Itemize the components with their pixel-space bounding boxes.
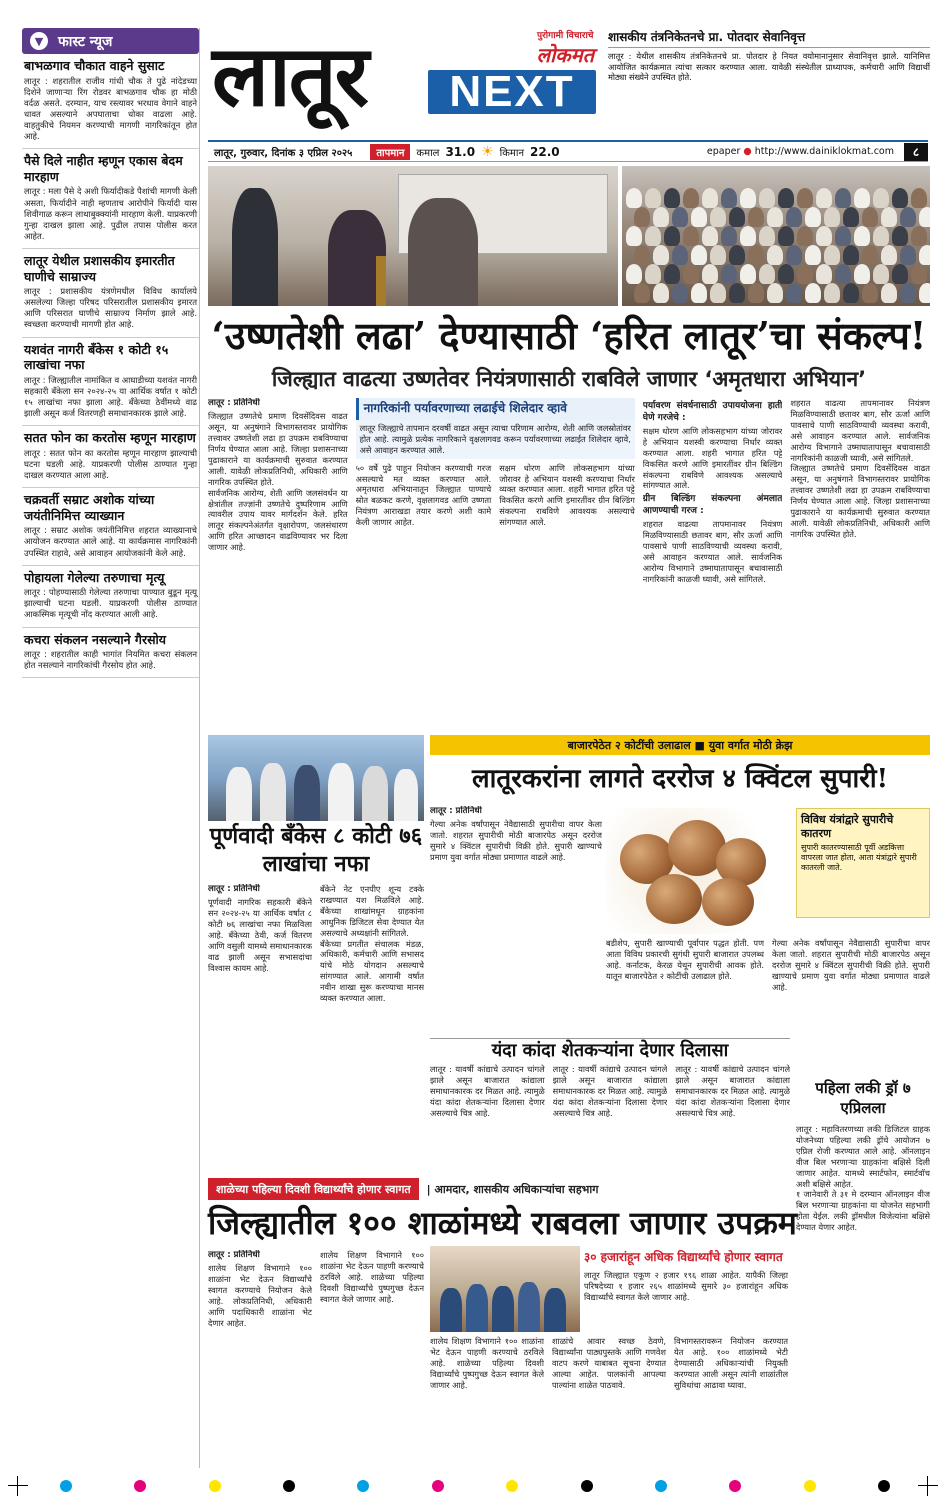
audience-figure bbox=[634, 245, 650, 265]
fast-news-body: लातूर : सतत फोन का करतोस म्हणून मारहाण झाल्याची घटना घडली आहे. याप्रकरणी पोलीस ठाण्यात गुन्हा दाखल करण्यात आला आहे. bbox=[24, 447, 197, 480]
lucky-draw-text: लातूर : महावितरणच्या लकी डिजिटल ग्राहक योजनेच्या पहिल्या लकी ड्रॉचे आयोजन ७ एप्रिल रोजी करण्यात आले आहे. ऑनलाइन वीज बिल भरणाऱ्या ग्राहकांना बक्षिसे दिली जाणार आहेत. यामध्ये स्मार्टफोन, स्मार्टवॉच अशी बक्षिसे आहेत. bbox=[796, 1124, 930, 1189]
audience-figure bbox=[900, 245, 916, 265]
audience-figure bbox=[721, 226, 737, 246]
areca-body-left bbox=[430, 806, 602, 1034]
registration-dot bbox=[729, 1480, 741, 1492]
registration-dot bbox=[581, 1480, 593, 1492]
audience-figure bbox=[691, 283, 707, 303]
audience-figure bbox=[778, 226, 794, 246]
audience-figure bbox=[653, 283, 669, 303]
audience-figure bbox=[710, 245, 726, 265]
person-figure bbox=[518, 1282, 540, 1332]
audience-figure bbox=[664, 188, 680, 208]
audience-figure bbox=[862, 207, 878, 227]
school-strip-highlight: शाळेच्या पहिल्या दिवशी विद्यार्थ्यांचे होणार स्वागत bbox=[208, 1178, 419, 1200]
audience-figure bbox=[710, 207, 726, 227]
lead-column bbox=[356, 398, 635, 728]
lucky-draw-body bbox=[796, 1124, 930, 1464]
audience-figure bbox=[805, 207, 821, 227]
audience-figure bbox=[759, 264, 775, 284]
fast-news-header bbox=[22, 28, 199, 54]
audience-figure bbox=[854, 264, 870, 284]
registration-dot bbox=[804, 1480, 816, 1492]
epaper-link[interactable] bbox=[707, 146, 894, 157]
audience-figure bbox=[778, 264, 794, 284]
globe-icon: ● bbox=[743, 146, 752, 157]
fast-news-item bbox=[22, 54, 199, 149]
registration-dot bbox=[432, 1480, 444, 1492]
fast-news-title: लातूर येथील प्रशासकीय इमारतीत घाणीचे साम्राज्य bbox=[24, 252, 175, 284]
audience-figure bbox=[873, 264, 889, 284]
audience-figure bbox=[816, 264, 832, 284]
onion-column-text: लातूर : यावर्षी कांद्याचे उत्पादन चांगले झाले असून बाजारात कांद्याला समाधानकारक दर मिळत आहे. त्यामुळे यंदा कांदा शेतकऱ्यांना दिलासा देणार असल्याचे चित्र आहे. bbox=[430, 1064, 545, 1118]
audience-figure bbox=[672, 207, 688, 227]
chevron-down-icon: ▼ bbox=[30, 32, 48, 50]
retirement-story-body: लातूर : येथील शासकीय तंत्रनिकेतनचे प्रा. पोतदार हे नियत वयोमानानुसार सेवानिवृत्त झाले. यानिमित्त आयोजित कार्यक्रमात त्यांचा सत्कार करण्यात आला. यावेळी संस्थेतील प्राध्यापक, कर्मचारी आणि विद्यार्थी मोठ्या संख्येने उपस्थित होते. bbox=[608, 51, 930, 83]
fast-news-title: सतत फोन का करतोस म्हणून मारहाण bbox=[24, 430, 196, 446]
audience-figure bbox=[664, 226, 680, 246]
registration-dots bbox=[60, 1478, 890, 1494]
temperature-label: तापमान bbox=[370, 144, 410, 160]
brand-tagline: पुरोगामी विचाराचे bbox=[537, 31, 594, 41]
audience-figure bbox=[892, 264, 908, 284]
audience-figure bbox=[919, 283, 930, 303]
areca-sidebox bbox=[796, 808, 930, 918]
audience-figure bbox=[626, 264, 642, 284]
lead-subtitle: ग्रीन बिल्डिंग संकल्पना अंमलात आणण्याची गरज : bbox=[642, 494, 783, 517]
school-byline: लातूर : प्रतिनिधी bbox=[208, 1250, 260, 1260]
fast-news-title: कचरा संकलन नसल्याने गैरसोय bbox=[24, 631, 167, 647]
person-figure bbox=[394, 769, 418, 821]
person-figure bbox=[408, 198, 478, 306]
issue-date: लातूर, गुरुवार, दिनांक ३ एप्रिल २०२५ bbox=[214, 147, 353, 159]
students-photo bbox=[430, 1246, 580, 1332]
registration-dot bbox=[209, 1480, 221, 1492]
audience-figure bbox=[805, 245, 821, 265]
audience-figure bbox=[702, 188, 718, 208]
fast-news-item bbox=[22, 488, 199, 566]
audience-figure bbox=[653, 245, 669, 265]
lead-box-title: नागरिकांनी पर्यावरणाच्या लढाईचे शिलेदार व्हावे bbox=[356, 398, 635, 420]
lead-subheadline: जिल्ह्यात वाढत्या उष्णतेवर नियंत्रणासाठी राबविले जाणार ‘अमृतधारा अभियान’ bbox=[271, 367, 867, 391]
audience-figure bbox=[729, 207, 745, 227]
fast-news-item bbox=[22, 149, 199, 249]
areca-body-right bbox=[606, 938, 930, 1034]
bank-column-text: पूर्णवादी नागरिक सहकारी बँकेने सन २०२४-२५ या आर्थिक वर्षात ८ कोटी ७६ लाखांचा नफा मिळविला आहे. बँकेच्या ठेवी, कर्ज वितरण आणि वसुली यामध्ये समाधानकारक वाढ झाली असून सभासदांचा विश्वास कायम आहे. bbox=[208, 897, 312, 973]
lead-photo-audience bbox=[622, 166, 930, 306]
audience-figure bbox=[786, 245, 802, 265]
audience-figure bbox=[797, 188, 813, 208]
areca-headline: लातूरकरांना लागते दररोज ४ क्विंटल सुपारी! bbox=[472, 764, 888, 794]
fast-news-body: लातूर : शहरातील राजीव गांधी चौक ते पुढे नांदेडच्या दिशेने जाणाऱ्या रिंग रोडवर बाभळगाव चौक हा मोठी वर्दळ असते. दरम्यान, याच रस्त्यावर भरधाव वेगाने वाहने धावत असल्याने अपघाताचा धोका वाढला आहे. वाहतुकीचे नियमन करण्याची मागणी नागरिकांतून होत आहे. bbox=[24, 75, 197, 142]
onion-column-text: लातूर : यावर्षी कांद्याचे उत्पादन चांगले झाले असून बाजारात कांद्याला समाधानकारक दर मिळत आहे. त्यामुळे यंदा कांदा शेतकऱ्यांना दिलासा देणार असल्याचे चित्र आहे. bbox=[552, 1064, 668, 1118]
students-body-text: लातूर जिल्ह्यात एकूण २ हजार १९६ शाळा आहेत. यापैकी जिल्हा परिषदेच्या १ हजार २६५ शाळांमध्ये सुमारे ३० हजारांहून अधिक विद्यार्थ्यांचे स्वागत केले जाणार आहे. bbox=[584, 1270, 788, 1302]
bank-body bbox=[208, 884, 424, 1034]
registration-dot bbox=[283, 1480, 295, 1492]
bank-column bbox=[320, 884, 424, 1034]
fast-news-body: लातूर : शहरातील काही भागांत नियमित कचरा संकलन होत नसल्याने नागरिकांची गैरसोय होत आहे. bbox=[24, 649, 197, 671]
lead-photo-stage bbox=[208, 166, 618, 306]
fast-news-column bbox=[22, 28, 200, 1468]
fast-news-item bbox=[22, 566, 199, 628]
school-column-text: विभागस्तरावरून नियोजन करण्यात येत आहे. १०० शाळांमध्ये भेटी देण्यासाठी अधिकाऱ्यांची नियुक्ती करण्यात आली असून त्यांनी शाळांतील सुविधांचा आढावा घ्यावा. bbox=[674, 1336, 788, 1390]
audience-figure bbox=[881, 283, 897, 303]
lead-column-text: ५० वर्षे पुढे पाहून नियोजन करण्याची गरज असल्याचे मत व्यक्त करण्यात आले. अमृतधारा अभियानातून जिल्ह्यात पाण्याचे स्रोत बळकट करणे, वृक्षलागवड आणि उष्णता नियंत्रण आराखडा तयार करणे अशी कामे केली जाणार आहेत. bbox=[355, 462, 492, 528]
bank-column-text: बँकेच्या प्रगतीत संचालक मंडळ, अधिकारी, कर्मचारी आणि सभासद यांचे मोठे योगदान असल्याचे सांगण्यात आले. आगामी वर्षात नवीन शाखा सुरू करण्याचा मानस व्यक्त करण्यात आला. bbox=[320, 938, 424, 1004]
audience-figure bbox=[786, 207, 802, 227]
school-headline: जिल्ह्यातील १०० शाळांमध्ये राबवला जाणार उपक्रम bbox=[208, 1204, 797, 1242]
audience-figure bbox=[672, 245, 688, 265]
fast-news-item bbox=[22, 628, 199, 679]
audience-figure bbox=[843, 207, 859, 227]
audience-figure bbox=[767, 207, 783, 227]
lead-column bbox=[643, 398, 783, 728]
fast-news-title: यशवंत नागरी बँकेस १ कोटी १५ लाखांचा नफा bbox=[24, 341, 169, 373]
fast-news-body: लातूर : सम्राट अशोक जयंतीनिमित्त शहरात व्याख्यानाचे आयोजन करण्यात आले आहे. या कार्यक्रमास नागरिकांनी उपस्थित राहावे, असे आवाहन आयोजकांनी केले आहे. bbox=[24, 525, 197, 558]
audience-figure bbox=[767, 245, 783, 265]
fast-news-body: लातूर : जिल्ह्यातील नामांकित व आघाडीच्या यशवंत नागरी सहकारी बँकेला सन २०२४-२५ या आर्थिक वर्षात १ कोटी १५ लाखांचा नफा झाला आहे. बँकेच्या ठेवींमध्ये वाढ झाली असून कर्ज वितरणही समाधानकारक झाले आहे. bbox=[24, 374, 197, 419]
audience-figure bbox=[729, 283, 745, 303]
school-body-left bbox=[208, 1250, 424, 1464]
areca-sidebox-body: सुपारी कातरण्यासाठी पूर्वी अडकित्ता वापरला जात होता, आता यंत्रांद्वारे सुपारी कातरली जाते. bbox=[801, 842, 917, 873]
audience-figure bbox=[805, 283, 821, 303]
audience-figure bbox=[702, 226, 718, 246]
fast-news-label: फास्ट न्यूज bbox=[58, 33, 113, 50]
audience-figure bbox=[862, 245, 878, 265]
audience-figure bbox=[740, 264, 756, 284]
person-figure bbox=[492, 1286, 514, 1332]
audience-figure bbox=[835, 188, 851, 208]
audience-figure bbox=[653, 207, 669, 227]
person-figure bbox=[466, 1284, 488, 1332]
audience-figure bbox=[873, 226, 889, 246]
min-temp-value: 22.0 bbox=[530, 144, 560, 159]
brand-name: लोकमत bbox=[536, 43, 594, 67]
bank-column bbox=[208, 884, 312, 1034]
school-strip bbox=[208, 1178, 788, 1200]
audience-figure bbox=[900, 283, 916, 303]
bank-column-text: बँकेने नेट एनपीए शून्य टक्के राखण्यात यश मिळविले आहे. बँकेच्या शाखांमधून ग्राहकांना आधुनिक डिजिटल सेवा देण्यात येत असल्याचे अध्यक्षांनी सांगितले. bbox=[320, 884, 424, 938]
audience-figure bbox=[824, 245, 840, 265]
audience-figure bbox=[759, 226, 775, 246]
audience-figure bbox=[835, 226, 851, 246]
audience-figure bbox=[740, 226, 756, 246]
person-figure bbox=[328, 763, 354, 821]
registration-dot bbox=[357, 1480, 369, 1492]
fast-news-title: बाभळगाव चौकात वाहने सुसाट bbox=[24, 58, 165, 73]
audience-figure bbox=[843, 245, 859, 265]
audience-figure bbox=[816, 226, 832, 246]
lead-column-text: शहरात वाढत्या तापमानावर नियंत्रण मिळविण्यासाठी छतावर बाग, सौर ऊर्जा आणि पावसाचे पाणी साठविण्याची व्यवस्था करावी, असे आवाहन करण्यात आले. सार्वजनिक आरोग्य विभागाने उष्माघातापासून बचावासाठी नागरिकांनी काळजी घ्यावी, असे सांगितले. bbox=[790, 398, 930, 463]
lead-column-text: सार्वजनिक आरोग्य, शेती आणि जलसंवर्धन या क्षेत्रांतील तज्ज्ञांनी उष्णतेचे दुष्परिणाम आणि त्यावरील उपाय यावर मार्गदर्शन केले. हरित लातूर संकल्पनेअंतर्गत वृक्षारोपण, जलसंधारण आणि हरित आच्छादन वाढविण्यावर भर दिला जाणार आहे. bbox=[208, 487, 348, 553]
audience-figure bbox=[767, 283, 783, 303]
sun-icon: ☀ bbox=[481, 143, 494, 160]
bank-byline: लातूर : प्रतिनिधी bbox=[208, 884, 260, 894]
lucky-draw-column bbox=[796, 1124, 930, 1464]
areca-sidebox-title: विविध यंत्रांद्वारे सुपारीचे कातरण bbox=[801, 813, 894, 840]
audience-figure bbox=[740, 188, 756, 208]
audience-figure bbox=[835, 264, 851, 284]
person-figure bbox=[294, 765, 320, 821]
audience-figure bbox=[759, 188, 775, 208]
person-figure bbox=[362, 766, 388, 821]
fast-news-item bbox=[22, 426, 199, 488]
audience-figure bbox=[862, 283, 878, 303]
lead-column-text: सक्षम धोरण आणि लोकसहभाग यांच्या जोरावर हे अभियान यशस्वी करण्याचा निर्धार व्यक्त करण्यात आला. शहरी भागात हरित पट्टे विकसित करणे आणि इमारतींवर ग्रीन बिल्डिंग संकल्पना राबविणे आवश्यक असल्याचे सांगण्यात आले. bbox=[642, 425, 783, 491]
person-figure bbox=[440, 1288, 462, 1332]
areca-column-text: बडीशेप, सुपारी खाण्याची पूर्वापार पद्धत होती. पण आता विविध प्रकारची सुगंधी सुपारी बाजारात उपलब्ध आहे. कर्नाटक, केरळ येथून सुपारीची आवक होते. यातून बाजारपेठेत २ कोटींची उलाढाल होते. bbox=[606, 938, 764, 981]
fast-news-title: चक्रवर्ती सम्राट अशोक यांच्या जयंतीनिमित्त व्याख्यान bbox=[24, 492, 155, 523]
bank-headline: पूर्णवादी बँकेस ८ कोटी ७६ लाखांचा नफा bbox=[209, 823, 423, 877]
lead-column-text: जिल्ह्यात उष्णतेचे प्रमाण दिवसेंदिवस वाढत असून, या अनुषंगाने विभागस्तरावर प्रायोगिक तत्त्वावर उष्णतेशी लढा हा उपक्रम राबविण्याचा निर्णय घेण्यात आला आहे. जिल्हा प्रशासनाच्या पुढाकाराने या कार्यक्रमाची सुरुवात करण्यात आली. यावेळी लोकप्रतिनिधी, अधिकारी आणि नागरिक उपस्थित होते. bbox=[790, 463, 930, 539]
audience-figure bbox=[634, 283, 650, 303]
page-number: ८ bbox=[904, 143, 928, 161]
max-temp-value: 31.0 bbox=[445, 144, 476, 159]
fast-news-title: पैसे दिले नाहीत म्हणून एकास बेदम मारहाण bbox=[24, 153, 183, 184]
audience-figure bbox=[721, 188, 737, 208]
students-subheadline: ३० हजारांहून अधिक विद्यार्थ्यांचे होणार स्वागत bbox=[584, 1250, 783, 1264]
lead-column bbox=[790, 398, 930, 728]
person-figure bbox=[260, 763, 286, 821]
person-figure bbox=[232, 188, 278, 306]
audience-figure bbox=[748, 283, 764, 303]
dateline-bar bbox=[208, 140, 928, 162]
audience-figure bbox=[683, 226, 699, 246]
website-url: http://www.dainiklokmat.com bbox=[754, 146, 894, 157]
audience-figure bbox=[797, 264, 813, 284]
school-strip-rest: | आमदार, शासकीय अधिकाऱ्यांचा सहभाग bbox=[426, 1182, 599, 1196]
audience-figure bbox=[911, 226, 927, 246]
audience-figure bbox=[748, 207, 764, 227]
students-body bbox=[584, 1270, 788, 1310]
brand-logo bbox=[537, 28, 594, 68]
areca-nut bbox=[702, 878, 754, 926]
lead-body bbox=[208, 398, 930, 728]
audience-figure bbox=[892, 226, 908, 246]
audience-figure bbox=[900, 207, 916, 227]
school-column-text: शालेय शिक्षण विभागाने १०० शाळांना भेट देऊन पाहणी करण्याचे ठरविले आहे. शाळेच्या पहिल्या दिवशी विद्यार्थ्यांचे पुष्पगुच्छ देऊन स्वागत केले जाणार आहे. bbox=[320, 1250, 424, 1304]
audience-figure bbox=[824, 283, 840, 303]
audience-figure bbox=[683, 264, 699, 284]
fast-news-body: लातूर : मला पैसे दे अशी फिर्यादीकडे पैशांची मागणी केली असता, फिर्यादीने नाही म्हणताच आरोपीने फिर्यादी यास शिवीगाळ करून लाथाबुक्क्यांनी मारहाण केली. याप्रकरणी गुन्हा दाखल झाला आहे. पुढील तपास पोलीस करत आहेत. bbox=[24, 186, 197, 241]
audience-figure bbox=[854, 226, 870, 246]
audience-figure bbox=[626, 188, 642, 208]
audience-figure bbox=[729, 245, 745, 265]
audience-figure bbox=[691, 207, 707, 227]
audience-figure bbox=[691, 245, 707, 265]
audience-figure bbox=[626, 226, 642, 246]
school-column-text: शालेय शिक्षण विभागाने १०० शाळांना भेट देऊन पाहणी करण्याचे ठरविले आहे. शाळेच्या पहिल्या दिवशी विद्यार्थ्यांचे पुष्पगुच्छ देऊन स्वागत केले जाणार आहे. bbox=[430, 1336, 544, 1390]
lead-column-text: सक्षम धोरण आणि लोकसहभाग यांच्या जोरावर हे अभियान यशस्वी करण्याचा निर्धार व्यक्त करण्यात आला. शहरी भागात हरित पट्टे विकसित करणे आणि इमारतींवर ग्रीन बिल्डिंग संकल्पना राबविणे आवश्यक असल्याचे सांगण्यात आले. bbox=[499, 462, 635, 528]
areca-strip: बाजारपेठेत २ कोटींची उलाढाल ■ युवा वर्गात मोठी क्रेझ bbox=[430, 735, 930, 755]
areca-nut bbox=[646, 874, 702, 924]
bank-event-photo bbox=[208, 735, 424, 821]
audience-figure bbox=[748, 245, 764, 265]
lead-column-text: जिल्ह्यात उष्णतेचे प्रमाण दिवसेंदिवस वाढत असून, या अनुषंगाने विभागस्तरावर प्रायोगिक तत्त्वावर उष्णतेशी लढा हा उपक्रम राबविण्याचा निर्णय घेण्यात आला आहे. जिल्हा प्रशासनाच्या पुढाकाराने या कार्यक्रमाची सुरुवात करण्यात आली. यावेळी लोकप्रतिनिधी, अधिकारी आणि नागरिक उपस्थित होते. bbox=[208, 411, 348, 487]
registration-dot bbox=[878, 1480, 890, 1492]
areca-nut-photo bbox=[606, 808, 790, 934]
audience-figure bbox=[634, 207, 650, 227]
audience-figure bbox=[919, 207, 930, 227]
audience-figure bbox=[645, 226, 661, 246]
masthead bbox=[208, 28, 600, 138]
onion-column-text: लातूर : यावर्षी कांद्याचे उत्पादन चांगले झाले असून बाजारात कांद्याला समाधानकारक दर मिळत आहे. त्यामुळे यंदा कांदा शेतकऱ्यांना दिलासा देणार असल्याचे चित्र आहे. bbox=[675, 1064, 791, 1118]
temperature-box bbox=[370, 144, 559, 160]
person-figure bbox=[226, 767, 252, 821]
onion-body bbox=[430, 1064, 790, 1174]
school-column-text: शाळांचे आवार स्वच्छ ठेवणे, विद्यार्थ्यांना पाठ्यपुस्तके आणि गणवेश वाटप करणे याबाबत सूचना देण्यात आल्या आहेत. पालकांनी आपल्या पाल्यांना शाळेत पाठवावे. bbox=[552, 1336, 666, 1390]
min-temp-label: किमान bbox=[499, 147, 525, 159]
audience-figure bbox=[824, 207, 840, 227]
registration-cross bbox=[918, 1476, 938, 1496]
audience-figure bbox=[881, 245, 897, 265]
audience-figure bbox=[911, 264, 927, 284]
areca-column-text: गेल्या अनेक वर्षांपासून नेवैद्यासाठी सुपारीचा वापर केला जातो. शहरात सुपारीची मोठी बाजारपेठ असून दररोज सुमारे ४ क्विंटल सुपारीची विक्री होते. सुपारी खाण्याचे प्रमाण युवा वर्गात मोठ्या प्रमाणात वाढले आहे. bbox=[430, 819, 602, 863]
audience-figure bbox=[702, 264, 718, 284]
audience-figure bbox=[881, 207, 897, 227]
audience-figure bbox=[786, 283, 802, 303]
lead-byline: लातूर : प्रतिनिधी bbox=[208, 398, 260, 408]
registration-cross bbox=[8, 1476, 28, 1496]
fast-news-body: लातूर : पोहण्यासाठी गेलेल्या तरुणाचा पाण्यात बुडून मृत्यू झाल्याची घटना घडली. याप्रकरणी पोलीस ठाण्यात आकस्मिक मृत्यूची नोंद करण्यात आली आहे. bbox=[24, 587, 197, 620]
fast-news-title: पोहायला गेलेल्या तरुणाचा मृत्यू bbox=[24, 569, 165, 585]
lucky-draw-text: १ जानेवारी ते ३१ मे दरम्यान ऑनलाइन वीज बिल भरणाऱ्या ग्राहकांना या योजनेत सहभागी होता येईल. लकी ड्रॉमधील विजेत्यांना बक्षिसे देण्यात येणार आहेत. bbox=[796, 1189, 930, 1233]
registration-dot bbox=[60, 1480, 72, 1492]
lead-column bbox=[208, 398, 348, 728]
school-body-right bbox=[430, 1336, 788, 1464]
masthead-title: लातूर bbox=[212, 26, 367, 125]
audience-figure bbox=[797, 226, 813, 246]
registration-dot bbox=[134, 1480, 146, 1492]
max-temp-label: कमाल bbox=[416, 147, 440, 159]
fast-news-list bbox=[22, 54, 199, 678]
audience-figure bbox=[683, 188, 699, 208]
school-column-text: शालेय शिक्षण विभागाने १०० शाळांना भेट देऊन विद्यार्थ्यांचे स्वागत करण्याचे नियोजन केले आहे. लोकप्रतिनिधी, अधिकारी आणि पदाधिकारी शाळांना भेट देणार आहेत. bbox=[208, 1263, 312, 1328]
lamp-stand bbox=[376, 256, 386, 306]
lead-box-body: लातूर जिल्ह्याचे तापमान दरवर्षी वाढत असून त्याचा परिणाम आरोग्य, शेती आणि जलस्रोतांवर होत आहे. त्यामुळे प्रत्येक नागरिकाने वृक्षलागवड करून पर्यावरणाच्या लढाईत शिलेदार व्हावे, असे आवाहन करण्यात आले. bbox=[356, 420, 635, 459]
retirement-story bbox=[608, 28, 930, 140]
lead-subtitle: पर्यावरण संवर्धनासाठी उपाययोजना हाती घेणे गरजेचे : bbox=[642, 401, 783, 423]
audience-figure bbox=[778, 188, 794, 208]
audience-figure bbox=[710, 283, 726, 303]
audience-figure bbox=[892, 188, 908, 208]
retirement-story-title: शासकीय तंत्रनिकेतनचे प्रा. पोतदार सेवानिवृत्त bbox=[608, 28, 930, 48]
lucky-draw-headline: पहिला लकी ड्रॉ ७ एप्रिलला bbox=[815, 1079, 911, 1117]
audience-figure bbox=[911, 188, 927, 208]
registration-dot bbox=[655, 1480, 667, 1492]
areca-column bbox=[430, 806, 602, 1034]
audience-figure bbox=[843, 283, 859, 303]
lead-headline: ‘उष्णतेशी लढा’ देण्यासाठी ‘हरित लातूर’चा संकल्प! bbox=[211, 313, 927, 358]
audience-figure bbox=[645, 188, 661, 208]
fast-news-item bbox=[22, 249, 199, 338]
epaper-label: epaper bbox=[706, 146, 741, 157]
person-figure bbox=[544, 1288, 566, 1332]
audience-figure bbox=[919, 245, 930, 265]
audience-figure bbox=[664, 264, 680, 284]
onion-headline: यंदा कांदा शेतकऱ्यांना देणार दिलासा bbox=[430, 1038, 790, 1062]
school-column bbox=[208, 1250, 312, 1464]
registration-dot bbox=[506, 1480, 518, 1492]
audience-figure bbox=[873, 188, 889, 208]
audience-figure bbox=[854, 188, 870, 208]
fast-news-item bbox=[22, 338, 199, 427]
areca-column-text: गेल्या अनेक वर्षांपासून नेवैद्यासाठी सुपारीचा वापर केला जातो. शहरात सुपारीची मोठी बाजारपेठ असून दररोज सुमारे ४ क्विंटल सुपारीची विक्री होते. सुपारी खाण्याचे प्रमाण युवा वर्गात मोठ्या प्रमाणात वाढले आहे. bbox=[772, 938, 930, 992]
edition-logo: NEXT bbox=[428, 70, 596, 114]
audience-figure bbox=[816, 188, 832, 208]
areca-byline: लातूर : प्रतिनिधी bbox=[430, 806, 482, 816]
audience-figure bbox=[721, 264, 737, 284]
lead-column-text: शहरात वाढत्या तापमानावर नियंत्रण मिळविण्यासाठी छतावर बाग, सौर ऊर्जा आणि पावसाचे पाणी साठविण्याची व्यवस्था करावी, असे आवाहन करण्यात आले. सार्वजनिक आरोग्य विभागाने उष्माघातापासून बचावासाठी नागरिकांनी काळजी घ्यावी, असे सांगितले. bbox=[642, 519, 783, 584]
audience-figure bbox=[645, 264, 661, 284]
fast-news-body: लातूर : प्रशासकीय यंत्रणेमधील विविध कार्यालये असलेल्या जिल्हा परिषद परिसरातील प्रशासकीय इमारत आणि परिसरात घाणीचे साम्राज्य निर्माण झाले आहे. स्वच्छता करण्याची मागणी होत आहे. bbox=[24, 286, 197, 330]
audience-figure bbox=[672, 283, 688, 303]
